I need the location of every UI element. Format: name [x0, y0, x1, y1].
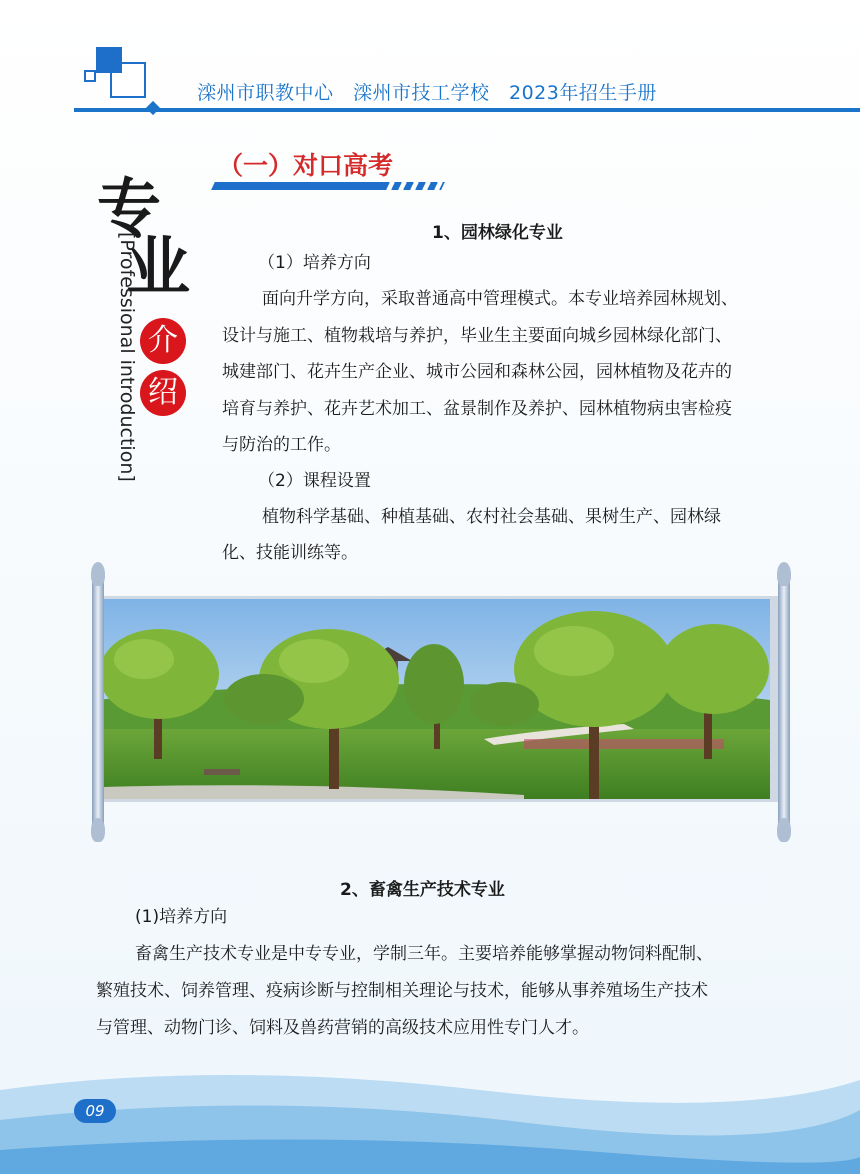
header-rule-marker	[146, 101, 160, 115]
scroll-left-rod-bottom-cap	[91, 818, 105, 842]
major1-subheading-courses: （2）课程设置	[258, 471, 371, 491]
major1-paragraph-line: 设计与施工、植物栽培与养护，毕业生主要面向城乡园林绿化部门、	[222, 326, 732, 346]
major1-courses-line: 植物科学基础、种植基础、农村社会基础、果树生产、园林绿	[262, 507, 721, 527]
footer-wave	[0, 1050, 860, 1174]
section-heading: （一）对口高考	[218, 151, 394, 180]
side-title-char-ye: 业	[126, 230, 190, 305]
side-title-char-zhuan: 专	[97, 172, 161, 247]
side-title-english: [Professional introduction]	[116, 232, 138, 482]
side-title-red-circle-shao: 绍	[140, 370, 186, 416]
header-rule	[74, 108, 860, 112]
scroll-right-rod	[778, 576, 790, 832]
major2-subheading-direction: (1)培养方向	[135, 907, 228, 927]
scroll-right-rod-bottom-cap	[777, 818, 791, 842]
major1-paragraph-line: 面向升学方向，采取普通高中管理模式。本专业培养园林规划、	[262, 289, 738, 309]
scroll-left-rod	[92, 576, 104, 832]
major1-paragraph-line: 与防治的工作。	[222, 435, 341, 455]
side-title-red-circle-jie: 介	[140, 318, 186, 364]
header-logo-small-square	[84, 70, 96, 82]
garden-landscape-illustration	[104, 599, 770, 799]
scroll-right-rod-top-cap	[777, 562, 791, 586]
major1-paragraph-line: 培育与养护、花卉艺术加工、盆景制作及养护、园林植物病虫害检疫	[222, 399, 732, 419]
major1-courses-line: 化、技能训练等。	[222, 543, 358, 563]
major1-paragraph-line: 城建部门、花卉生产企业、城市公园和森林公园，园林植物及花卉的	[222, 362, 732, 382]
page-number: 09	[74, 1099, 116, 1123]
section-heading-underline	[211, 182, 445, 190]
major1-subheading-direction: （1）培养方向	[258, 253, 371, 273]
major2-paragraph-line: 繁殖技术、饲养管理、疫病诊断与控制相关理论与技术，能够从事养殖场生产技术	[96, 981, 708, 1001]
major2-title: 2、畜禽生产技术专业	[340, 880, 505, 900]
major2-paragraph-line: 畜禽生产技术专业是中专专业，学制三年。主要培养能够掌握动物饲料配制、	[135, 944, 713, 964]
garden-landscape-photo	[104, 599, 770, 799]
header-logo-solid-square	[96, 47, 122, 73]
scroll-left-rod-top-cap	[91, 562, 105, 586]
major2-paragraph-line: 与管理、动物门诊、饲料及兽药营销的高级技术应用性专门人才。	[96, 1018, 589, 1038]
header-title: 滦州市职教中心 滦州市技工学校 2023年招生手册	[197, 82, 657, 104]
major1-title: 1、园林绿化专业	[432, 223, 563, 243]
